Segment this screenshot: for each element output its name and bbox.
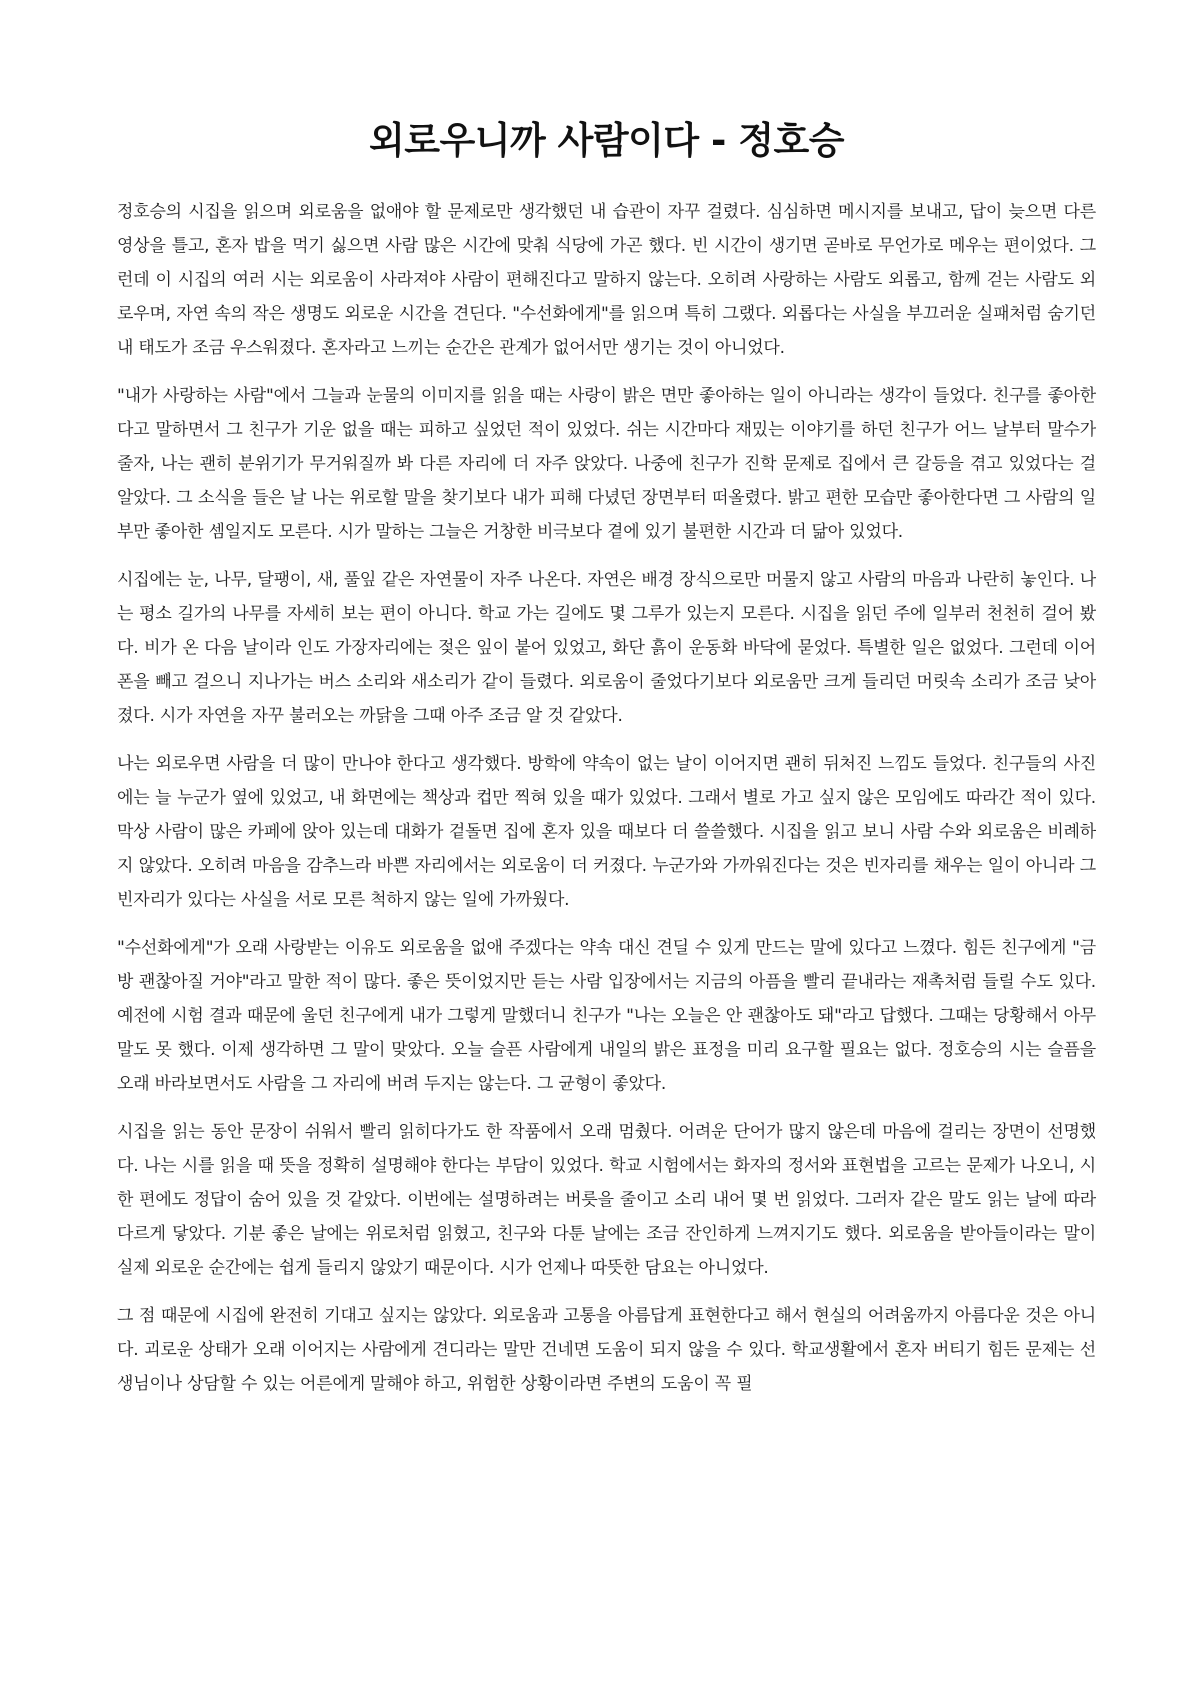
paragraph-2: "내가 사랑하는 사람"에서 그늘과 눈물의 이미지를 읽을 때는 사랑이 밝은 면만 좋아하는 일이 아니라는 생각이 들었다. 친구를 좋아한다고 말하면서 그 친구가 기운 없을 때는 피하고 싶었던 적이 있었다. 쉬는 시간마다 재밌는 이야기를 하던 친구가 어느 날부터 말수가 줄자, 나는 괜히 분위기가 무거워질까 봐 다른 자리에 더 자주 앉았다. 나중에 친구가 진학 문제로 집에서 큰 갈등을 겪고 있었다는 걸 알았다. 그 소식을 들은 날 나는 위로할 말을 찾기보다 내가 피해 다녔던 장면부터 떠올렸다. 밝고 편한 모습만 좋아한다면 그 사람의 일부만 좋아한 셈일지도 모른다. 시가 말하는 그늘은 거창한 비극보다 곁에 있기 불편한 시간과 더 닮아 있었다. — [117, 386, 1096, 542]
document-title: 외로우니까 사람이다 - 정호승 — [369, 119, 844, 162]
paragraph-4: 나는 외로우면 사람을 더 많이 만나야 한다고 생각했다. 방학에 약속이 없는 날이 이어지면 괜히 뒤처진 느낌도 들었다. 친구들의 사진에는 늘 누군가 옆에 있었고, 내 화면에는 책상과 컵만 찍혀 있을 때가 있었다. 그래서 별로 가고 싶지 않은 모임에도 따라간 적이 있다. 막상 사람이 많은 카페에 앉아 있는데 대화가 겉돌면 집에 혼자 있을 때보다 더 쓸쓸했다. 시집을 읽고 보니 사람 수와 외로움은 비례하지 않았다. 오히려 마음을 감추느라 바쁜 자리에서는 외로움이 더 커졌다. 누군가와 가까워진다는 것은 빈자리를 채우는 일이 아니라 그 빈자리가 있다는 사실을 서로 모른 척하지 않는 일에 가까웠다. — [117, 754, 1096, 910]
paragraph-7: 그 점 때문에 시집에 완전히 기대고 싶지는 않았다. 외로움과 고통을 아름답게 표현한다고 해서 현실의 어려움까지 아름다운 것은 아니다. 괴로운 상태가 오래 이어지는 사람에게 견디라는 말만 건네면 도움이 되지 않을 수 있다. 학교생활에서 혼자 버티기 힘든 문제는 선생님이나 상담할 수 있는 어른에게 말해야 하고, 위험한 상황이라면 주변의 도움이 꼭 필 — [117, 1306, 1096, 1394]
paragraph-3: 시집에는 눈, 나무, 달팽이, 새, 풀잎 같은 자연물이 자주 나온다. 자연은 배경 장식으로만 머물지 않고 사람의 마음과 나란히 놓인다. 나는 평소 길가의 나무를 자세히 보는 편이 아니다. 학교 가는 길에도 몇 그루가 있는지 모른다. 시집을 읽던 주에 일부러 천천히 걸어 봤다. 비가 온 다음 날이라 인도 가장자리에는 젖은 잎이 붙어 있었고, 화단 흙이 운동화 바닥에 묻었다. 특별한 일은 없었다. 그런데 이어폰을 빼고 걸으니 지나가는 버스 소리와 새소리가 같이 들렸다. 외로움이 줄었다기보다 외로움만 크게 들리던 머릿속 소리가 조금 낮아졌다. 시가 자연을 자꾸 불러오는 까닭을 그때 아주 조금 알 것 같았다. — [117, 570, 1096, 726]
paragraph-6: 시집을 읽는 동안 문장이 쉬워서 빨리 읽히다가도 한 작품에서 오래 멈췄다. 어려운 단어가 많지 않은데 마음에 걸리는 장면이 선명했다. 나는 시를 읽을 때 뜻을 정확히 설명해야 한다는 부담이 있었다. 학교 시험에서는 화자의 정서와 표현법을 고르는 문제가 나오니, 시 한 편에도 정답이 숨어 있을 것 같았다. 이번에는 설명하려는 버릇을 줄이고 소리 내어 몇 번 읽었다. 그러자 같은 말도 읽는 날에 따라 다르게 닿았다. 기분 좋은 날에는 위로처럼 읽혔고, 친구와 다툰 날에는 조금 잔인하게 느껴지기도 했다. 외로움을 받아들이라는 말이 실제 외로운 순간에는 쉽게 들리지 않았기 때문이다. 시가 언제나 따뜻한 담요는 아니었다. — [117, 1122, 1096, 1278]
paragraph-5: "수선화에게"가 오래 사랑받는 이유도 외로움을 없애 주겠다는 약속 대신 견딜 수 있게 만드는 말에 있다고 느꼈다. 힘든 친구에게 "금방 괜찮아질 거야"라고 말한 적이 많다. 좋은 뜻이었지만 듣는 사람 입장에서는 지금의 아픔을 빨리 끝내라는 재촉처럼 들릴 수도 있다. 예전에 시험 결과 때문에 울던 친구에게 내가 그렇게 말했더니 친구가 "나는 오늘은 안 괜찮아도 돼"라고 답했다. 그때는 당황해서 아무 말도 못 했다. 이제 생각하면 그 말이 맞았다. 오늘 슬픈 사람에게 내일의 밝은 표정을 미리 요구할 필요는 없다. 정호승의 시는 슬픔을 오래 바라보면서도 사람을 그 자리에 버려 두지는 않는다. 그 균형이 좋았다. — [117, 938, 1096, 1094]
paragraph-1: 정호승의 시집을 읽으며 외로움을 없애야 할 문제로만 생각했던 내 습관이 자꾸 걸렸다. 심심하면 메시지를 보내고, 답이 늦으면 다른 영상을 틀고, 혼자 밥을 먹기 싫으면 사람 많은 시간에 맞춰 식당에 가곤 했다. 빈 시간이 생기면 곧바로 무언가로 메우는 편이었다. 그런데 이 시집의 여러 시는 외로움이 사라져야 사람이 편해진다고 말하지 않는다. 오히려 사랑하는 사람도 외롭고, 함께 걷는 사람도 외로우며, 자연 속의 작은 생명도 외로운 시간을 견딘다. "수선화에게"를 읽으며 특히 그랬다. 외롭다는 사실을 부끄러운 실패처럼 숨기던 내 태도가 조금 우스워졌다. 혼자라고 느끼는 순간은 관계가 없어서만 생기는 것이 아니었다. — [117, 202, 1096, 358]
